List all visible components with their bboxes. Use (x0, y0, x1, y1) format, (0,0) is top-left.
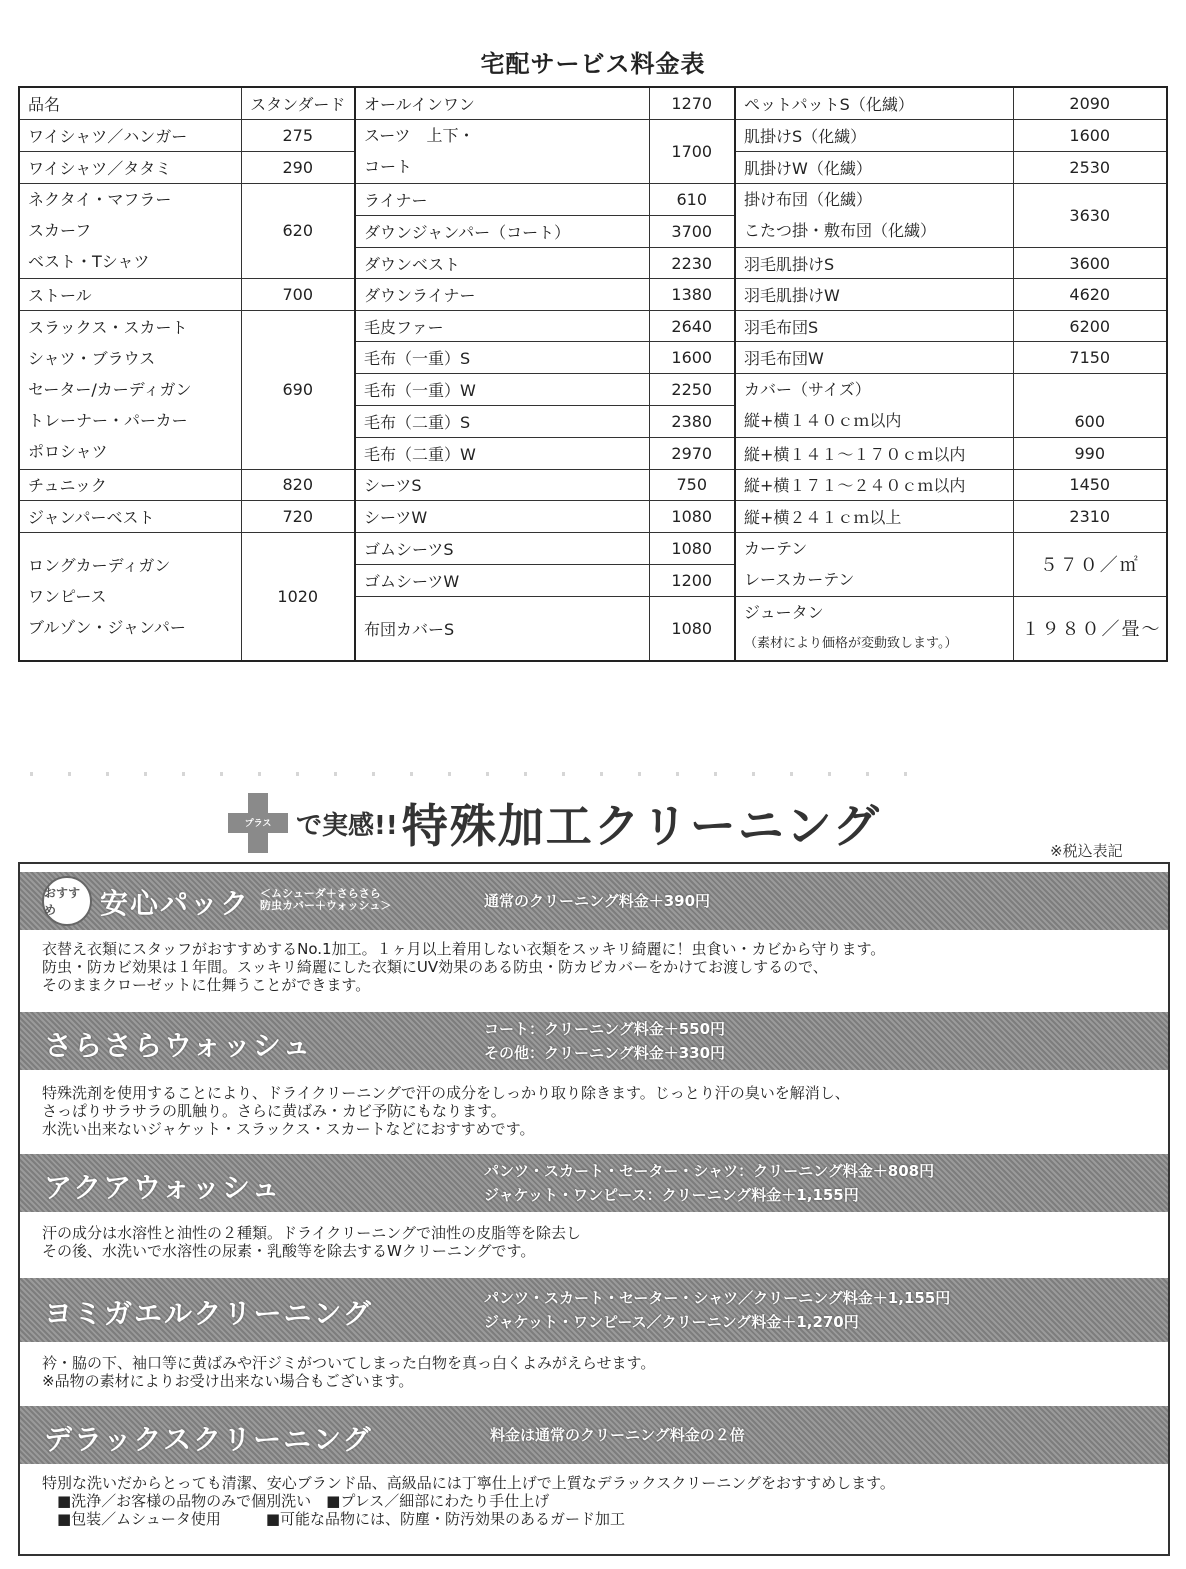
item-price: 1450 (1013, 469, 1167, 501)
item-price: 3600 (1013, 247, 1167, 279)
item-price: 620 (241, 183, 355, 279)
item-price: 1080 (649, 532, 735, 564)
item-price: １９８０／畳～ (1013, 596, 1167, 661)
item-price: 275 (241, 119, 355, 151)
plus-label: プラス (244, 819, 272, 829)
item-name: 毛布（一重）S (355, 342, 649, 374)
item-price: 7150 (1013, 342, 1167, 374)
table-row (19, 87, 1167, 119)
item-price: 2310 (1013, 501, 1167, 533)
item-name: ゴムシーツW (355, 564, 649, 596)
promo-text: で実感!! (296, 810, 398, 841)
service-price: パンツ・スカート・セーター・シャツ：クリーニング料金＋808円 ジャケット・ワンピース：クリーニング料金＋1,155円 (484, 1162, 935, 1204)
service-description: 衿・脇の下、袖口等に黄ばみや汗ジミがついてしまった白物を真っ白くよみがえらせます。 ※品物の素材によりお受け出来ない場合もございます。 (42, 1354, 656, 1390)
promo-title: 特殊加工クリーニング (401, 799, 881, 853)
item-price: 600 (1013, 373, 1167, 437)
item-price: 2250 (649, 373, 735, 405)
item-name: ジャンパーベスト (19, 501, 241, 533)
item-name: 肌掛けW（化繊） (735, 151, 1013, 183)
table-row (19, 469, 1167, 501)
item-name: スラックス・スカート シャツ・ブラウス セーター/カーディガン トレーナー・パーカー ポロシャツ (19, 310, 241, 469)
item-name: 羽毛肌掛けW (735, 279, 1013, 311)
service-name: ヨミガエルクリーニング (44, 1297, 373, 1330)
item-name: チュニック (19, 469, 241, 501)
item-price: 750 (649, 469, 735, 501)
item-name: 毛皮ファー (355, 310, 649, 342)
table-row (19, 310, 1167, 342)
item-price: 3700 (649, 215, 735, 247)
item-name: 縦+横１４１～１７０ｃｍ以内 (735, 438, 1013, 470)
item-name: カーテン レースカーテン (735, 532, 1013, 596)
item-name: 羽毛布団W (735, 342, 1013, 374)
item-price: 700 (241, 279, 355, 311)
service-header (20, 1012, 1168, 1070)
service-description: 特別な洗いだからとっても清潔、安心ブランド品、高級品には丁寧仕上げで上質なデラックスクリーニングをおすすめします。 ■洗浄／お客様の品物のみで個別洗い ■プレス／細部にわたり手仕上げ ■包装／ムシュータ使用 ■可能な品物には、防塵・防汚効果のあるガード加工 (42, 1474, 895, 1528)
item-name: ワイシャツ／タタミ (19, 151, 241, 183)
item-price: 690 (241, 310, 355, 469)
item-name: 毛布（一重）W (355, 373, 649, 405)
service-price: 料金は通常のクリーニング料金の２倍 (490, 1426, 745, 1444)
item-name: スーツ 上下・ コート (355, 119, 649, 183)
service-header (20, 1154, 1168, 1212)
item-name: 羽毛肌掛けS (735, 247, 1013, 279)
item-name: 布団カバーS (355, 596, 649, 661)
item-name: オールインワン (355, 87, 649, 119)
item-name: カバー（サイズ） 縦+横１４０ｃｍ以内 (735, 373, 1013, 437)
item-price: 3630 (1013, 183, 1167, 247)
services-box (18, 862, 1170, 1556)
item-name: ダウンジャンパー（コート） (355, 215, 649, 247)
service-description: 衣替え衣類にスタッフがおすすめするNo.1加工。１ヶ月以上着用しない衣類をスッキリ綺麗に！虫食い・カビから守ります。 防虫・防カビ効果は１年間。スッキリ綺麗にした衣類にUV効果のある防虫・防カビカバーをかけてお渡しするので、 そのままクローゼットに仕舞うことができます。 (42, 940, 886, 994)
service-name: アクアウォッシュ (44, 1171, 282, 1204)
item-price: 1080 (649, 596, 735, 661)
item-price: 290 (241, 151, 355, 183)
item-price: 1600 (1013, 119, 1167, 151)
item-name: シーツS (355, 469, 649, 501)
recommend-badge: おすすめ (42, 876, 92, 926)
item-name: シーツW (355, 501, 649, 533)
item-name: ライナー (355, 183, 649, 215)
item-price: 2090 (1013, 87, 1167, 119)
item-name: ストール (19, 279, 241, 311)
service-description: 特殊洗剤を使用することにより、ドライクリーニングで汗の成分をしっかり取り除きます。じっとり汗の臭いを解消し、 さっぱりサラサラの肌触り。さらに黄ばみ・カビ予防にもなります。 水洗い出来ないジャケット・スラックス・スカートなどにおすすめです。 (42, 1084, 850, 1138)
item-name: 掛け布団（化繊） こたつ掛・敷布団（化繊） (735, 183, 1013, 247)
item-name: ワイシャツ／ハンガー (19, 119, 241, 151)
item-name: 肌掛けS（化繊） (735, 119, 1013, 151)
item-price: 1600 (649, 342, 735, 374)
item-name: 毛布（二重）W (355, 438, 649, 470)
item-name: ダウンベスト (355, 247, 649, 279)
item-price: 720 (241, 501, 355, 533)
item-name: ゴムシーツS (355, 532, 649, 564)
service-header (20, 1406, 1168, 1464)
tax-note: ※税込表記 (1050, 842, 1123, 860)
item-price: 1380 (649, 279, 735, 311)
price-table (18, 86, 1168, 662)
item-price: 1700 (649, 119, 735, 183)
service-price: 通常のクリーニング料金＋390円 (484, 892, 711, 910)
item-price: 6200 (1013, 310, 1167, 342)
service-description: 汗の成分は水溶性と油性の２種類。ドライクリーニングで油性の皮脂等を除去し その後、水洗いで水溶性の尿素・乳酸等を除去するWクリーニングです。 (42, 1224, 581, 1260)
item-name: ペットパットS（化繊） (735, 87, 1013, 119)
item-price: 2380 (649, 405, 735, 437)
service-price: コート：クリーニング料金＋550円 その他：クリーニング料金＋330円 (484, 1020, 726, 1062)
table-row (19, 279, 1167, 311)
item-name: 縦+横１７１～２４０ｃｍ以内 (735, 469, 1013, 501)
item-price: 1270 (649, 87, 735, 119)
item-price: 2230 (649, 247, 735, 279)
service-name: デラックスクリーニング (44, 1423, 373, 1456)
item-price: スタンダード (241, 87, 355, 119)
item-name: ジュータン （素材により価格が変動致します。） (735, 596, 1013, 661)
item-price: 610 (649, 183, 735, 215)
divider-dots (30, 772, 910, 776)
item-price: 4620 (1013, 279, 1167, 311)
service-price: パンツ・スカート・セーター・シャツ／クリーニング料金＋1,155円 ジャケット・ワンピース／クリーニング料金＋1,270円 (484, 1289, 951, 1331)
table-row (19, 119, 1167, 151)
item-price: 1020 (241, 532, 355, 661)
page-title: 宅配サービス料金表 (480, 50, 706, 78)
item-price: 1080 (649, 501, 735, 533)
item-name: ネクタイ・マフラー スカーフ ベスト・Tシャツ (19, 183, 241, 279)
item-price: 2530 (1013, 151, 1167, 183)
service-header (20, 872, 1168, 930)
item-price: ５７０／㎡ (1013, 532, 1167, 596)
service-header (20, 1278, 1168, 1342)
item-name: 縦+横２４１ｃｍ以上 (735, 501, 1013, 533)
service-name: さらさらウォッシュ (44, 1029, 313, 1062)
item-name: ロングカーディガン ワンピース ブルゾン・ジャンパー (19, 532, 241, 661)
item-price: 2970 (649, 438, 735, 470)
item-name: ダウンライナー (355, 279, 649, 311)
table-row (19, 183, 1167, 215)
item-price: 1200 (649, 564, 735, 596)
item-name: 毛布（二重）S (355, 405, 649, 437)
item-name: 羽毛布団S (735, 310, 1013, 342)
item-name: 品名 (19, 87, 241, 119)
item-price: 990 (1013, 438, 1167, 470)
item-price: 2640 (649, 310, 735, 342)
table-row (19, 532, 1167, 564)
promo-heading (228, 792, 881, 854)
table-row (19, 501, 1167, 533)
plus-cross-icon (228, 793, 288, 853)
item-price: 820 (241, 469, 355, 501)
service-name: 安心パック (100, 887, 251, 920)
service-subnote: ＜ムシューダ＋さらさら 防虫カバー＋ウォッシュ＞ (260, 887, 392, 912)
